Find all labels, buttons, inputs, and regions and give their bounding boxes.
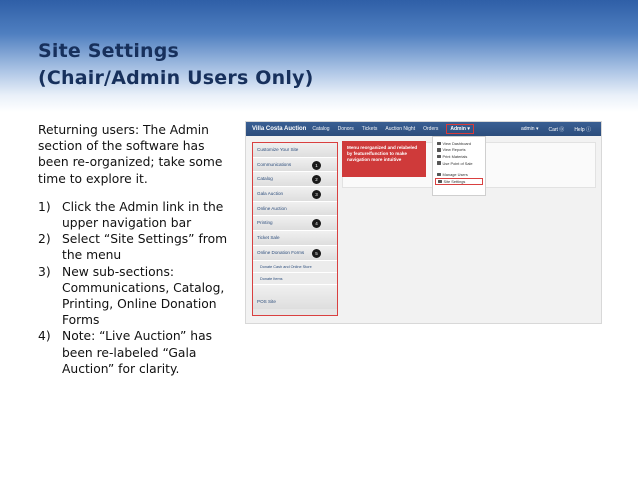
slide-title-line1: Site Settings <box>38 40 180 62</box>
slide-title-line2: (Chair/Admin Users Only) <box>38 67 314 89</box>
intro-paragraph: Returning users: The Admin section of the software has been re-organized; take some time to explore it. <box>38 123 223 186</box>
sidebar-subitem-label: Donate Items <box>260 276 283 281</box>
step-item <box>38 231 238 263</box>
sidebar-item-label: Customize Your Site <box>257 147 299 152</box>
sidebar-item-label: POS Site <box>257 298 276 304</box>
number-badge: 4 <box>312 219 321 228</box>
step-number: 4) <box>38 329 51 344</box>
menu-item-point-of-sale[interactable] <box>433 160 485 167</box>
step-text: New sub-sections: Communications, Catalog, Printing, Online Donation Forms <box>62 264 225 328</box>
sidebar-item-label: Communications <box>257 161 292 167</box>
step-text: Select “Site Settings” from the menu <box>62 232 228 263</box>
step-item <box>38 199 238 231</box>
site-settings-sidebar <box>252 142 338 316</box>
slide-title <box>38 38 398 92</box>
sidebar-item-label: Ticket Sale <box>257 235 280 241</box>
menu-item-label: Site Settings <box>443 178 466 184</box>
number-badge: 5 <box>312 249 321 258</box>
number-badge: 1 <box>312 161 321 170</box>
dashboard-icon <box>437 142 441 146</box>
number-badge: 3 <box>312 190 321 199</box>
menu-item-print-materials[interactable] <box>433 153 485 160</box>
nav-item-admin[interactable]: Admin ▾ <box>446 124 473 134</box>
settings-icon <box>438 180 442 184</box>
menu-item-site-settings[interactable] <box>435 178 483 185</box>
sidebar-item-pos-site[interactable] <box>253 285 337 309</box>
admin-dropdown-menu <box>432 136 486 196</box>
nav-item-donors[interactable]: Donors <box>337 126 354 132</box>
step-text: Note: “Live Auction” has been re-labeled “Gala Auction” for clarity. <box>62 329 213 376</box>
nav-help[interactable]: Help ⓘ <box>574 126 591 133</box>
menu-item-label: View Dashboard <box>442 140 471 146</box>
nav-user-menu[interactable]: admin ▾ <box>520 125 539 132</box>
step-number: 2) <box>38 232 51 247</box>
sidebar-item-label: Catalog <box>257 176 273 182</box>
nav-right-group <box>521 126 601 133</box>
menu-item-label: Print Materials <box>442 153 468 159</box>
slide-body <box>38 122 238 377</box>
reports-icon <box>437 148 441 152</box>
menu-item-view-reports[interactable] <box>433 147 485 154</box>
print-icon <box>437 155 441 159</box>
sidebar-item-label: Gala Auction <box>257 191 284 197</box>
step-item <box>38 264 238 329</box>
pos-icon <box>437 161 441 165</box>
step-number: 1) <box>38 199 51 214</box>
brand-name: Villa Costa Auction <box>252 126 307 132</box>
sidebar-item-label: Printing <box>257 220 273 226</box>
users-icon <box>437 173 441 177</box>
sidebar-item-online-auction[interactable] <box>253 202 337 217</box>
number-badge: 2 <box>312 175 321 184</box>
menu-item-label: Manage Users <box>442 172 468 178</box>
nav-item-auction-night[interactable]: Auction Night <box>385 126 416 132</box>
nav-item-catalog[interactable]: Catalog <box>312 126 330 132</box>
step-number: 3) <box>38 264 51 279</box>
sidebar-item-online-donation-forms[interactable] <box>253 246 337 261</box>
steps-list <box>38 199 238 377</box>
step-text: Click the Admin link in the upper navigation bar <box>62 199 224 231</box>
menu-item-manage-users[interactable] <box>433 171 485 178</box>
nav-cart[interactable]: Cart ⓪ <box>548 126 565 133</box>
sidebar-item-gala-auction[interactable] <box>253 187 337 202</box>
nav-item-tickets[interactable]: Tickets <box>361 126 378 132</box>
menu-item-label: Use Point of Sale <box>442 160 473 166</box>
sidebar-subitem-label: Donate Cash and Online Store <box>260 264 312 269</box>
sidebar-subitem-donate-items[interactable] <box>253 273 337 285</box>
sidebar-item-printing[interactable] <box>253 216 337 231</box>
sidebar-item-label: Online Donation Forms <box>257 249 305 255</box>
menu-item-label: View Reports <box>442 147 466 153</box>
sidebar-item-customize[interactable] <box>253 143 337 158</box>
menu-item-view-dashboard[interactable] <box>433 140 485 147</box>
nav-item-orders[interactable]: Orders <box>423 126 439 132</box>
sidebar-item-ticket-sale[interactable] <box>253 231 337 246</box>
top-navigation-bar <box>246 122 601 136</box>
sidebar-item-label: Online Auction <box>257 205 287 211</box>
sidebar-item-catalog[interactable] <box>253 172 337 187</box>
sidebar-subitem-donate-cash[interactable] <box>253 261 337 273</box>
admin-screenshot <box>245 121 602 324</box>
callout-note: Menu reorganized and relabeled by feature/function to make navigation more intuitive <box>342 141 426 177</box>
sidebar-item-communications[interactable] <box>253 158 337 173</box>
step-item <box>38 328 238 377</box>
